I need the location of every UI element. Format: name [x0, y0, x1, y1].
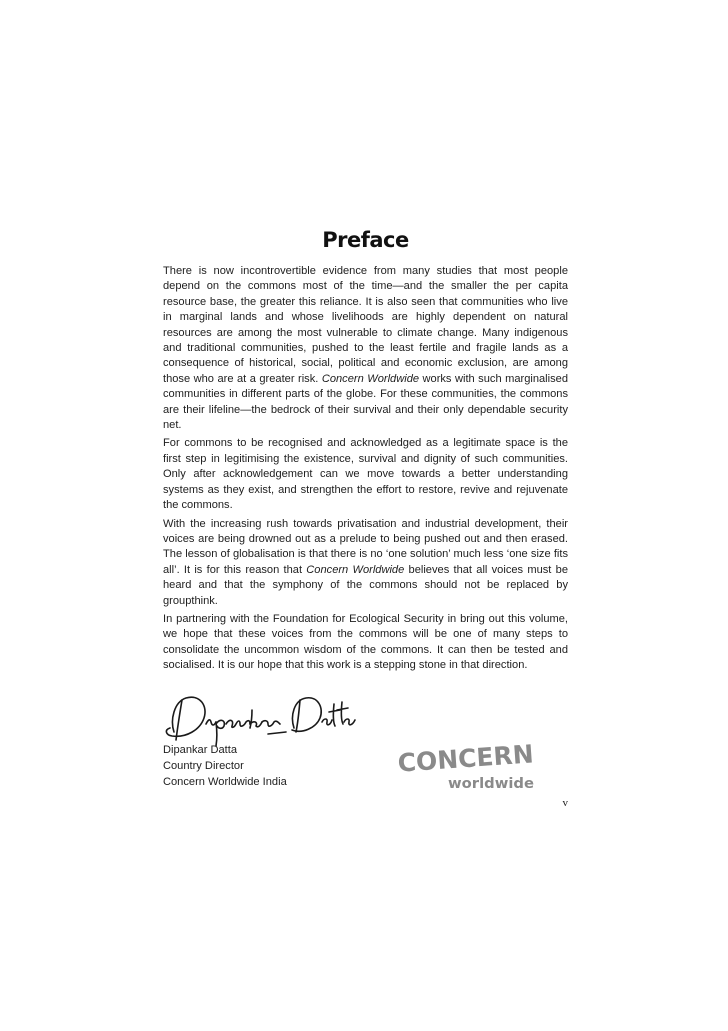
- paragraph-1: [163, 264, 568, 433]
- signer-position: Country Director: [163, 760, 244, 772]
- page-title: Preface: [322, 228, 409, 252]
- paragraph-text: For commons to be recognised and acknowledged as a legitimate space is the first step in legitimising the existence, survival and dignity of such communities. Only after acknowledgement can we move towards a better understanding systems as they exist, and strengthen the effort to restore, revive and rejuvenate the commons.: [163, 437, 568, 512]
- logo-text-worldwide: worldwide: [448, 776, 534, 792]
- concern-worldwide-logo: [392, 734, 542, 794]
- logo-wordmark: [397, 739, 535, 792]
- organization-name-italic: Concern Worldwide: [306, 563, 405, 576]
- organization-name-italic: Concern Worldwide: [321, 372, 420, 385]
- signer-block: [163, 742, 287, 790]
- paragraph-4: [163, 612, 568, 674]
- page-number: v: [562, 797, 568, 809]
- signer-name: Dipankar Datta: [163, 744, 237, 756]
- paragraph-2: [163, 436, 568, 513]
- paragraph-3: [163, 517, 568, 609]
- logo-text-concern: CONCERN: [396, 739, 535, 778]
- paragraph-text: works with such marginalised communities in different parts of the globe. For these communities, the commons are their lifeline—the bedrock of their survival and their only dependable security net.: [163, 372, 568, 432]
- paragraph-text: In partnering with the Foundation for Ecological Security in bring out this volume, we hope that these voices from the commons will be one of many steps to consolidate the uncommon wisdom of the commons. It can then be tested and socialised. It is our hope that this work is a stepping stone in that direction.: [163, 612, 568, 672]
- paragraph-text: There is now incontrovertible evidence from many studies that most people depend on the commons most of the time—and the smaller the per capita resource base, the greater this reliance. It is also seen that communities who live in marginal lands and whose livelihoods are highly dependent on natural resources are among the most vulnerable to climate change. Many indigenous and traditional communities, pushed to the least fertile and fragile lands as a consequence of historical, social, political and economic exclusion, are among those who are at a greater risk.: [163, 265, 568, 385]
- signer-organization: Concern Worldwide India: [163, 776, 287, 788]
- preface-body: [163, 264, 568, 677]
- paragraph-text: With the increasing rush towards privatisation and industrial development, their voices are being drowned out as a prelude to being pushed out and then erased. The lesson of globalisation is that there is no ‘one solution’ much less ‘one size fits all’. It is for this reason that: [163, 517, 568, 576]
- handwritten-signature: [160, 684, 360, 750]
- paragraph-text: believes that all voices must be heard and that the symphony of the commons should not be replaced by groupthink.: [163, 563, 568, 607]
